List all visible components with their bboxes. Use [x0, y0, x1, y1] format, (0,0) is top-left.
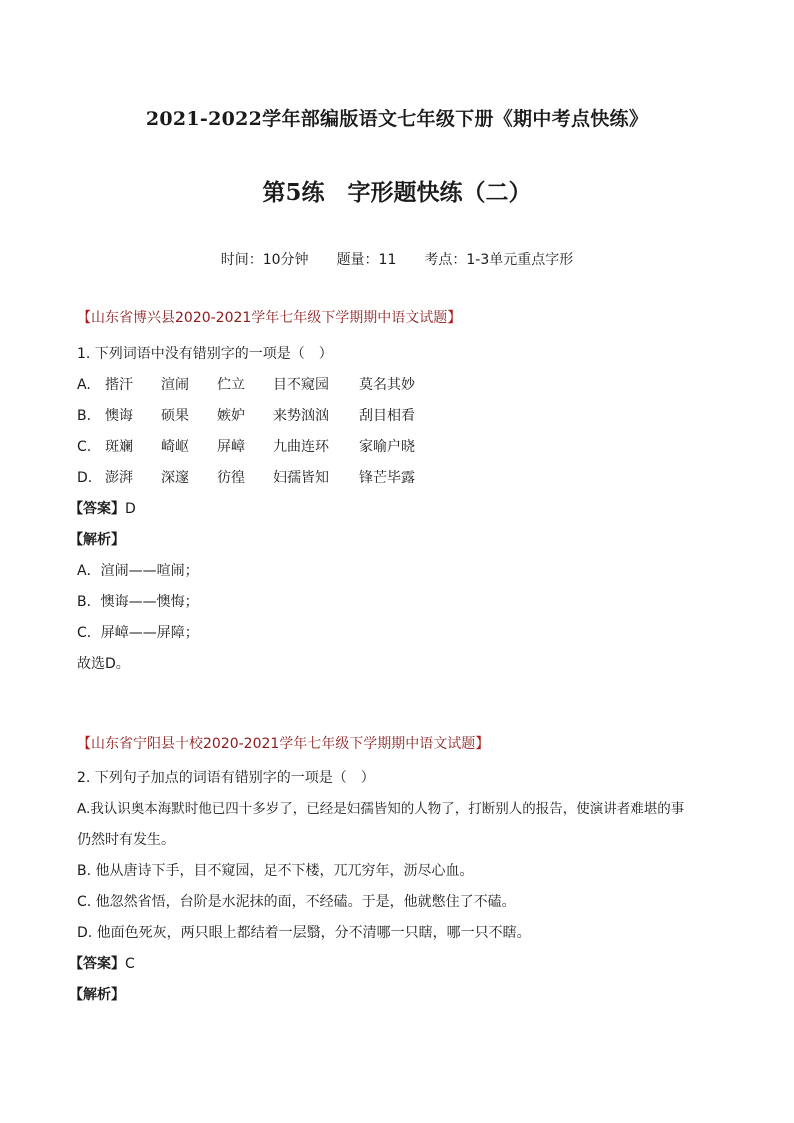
- question-2-option-d: D. 他面色死灰，两只眼上都结着一层翳，分不清哪一只瞎，哪一只不瞎。: [77, 925, 531, 941]
- meta-time: 时间：10分钟: [220, 252, 309, 268]
- question-2-answer: 【答案】C: [69, 956, 135, 972]
- question-1-option-c: C. 斑斓 崎岖 屏嶂 九曲连环 家喻户晓: [77, 439, 415, 455]
- question-2-option-b: B. 他从唐诗下手，目不窥园，足不下楼，兀兀穷年，沥尽心血。: [77, 863, 474, 879]
- question-1-source: 【山东省博兴县2020-2021学年七年级下学期期中语文试题】: [77, 310, 462, 326]
- document-title: 2021-2022学年部编版语文七年级下册《期中考点快练》: [145, 108, 649, 130]
- question-1: [69, 303, 717, 680]
- question-1-option-a: A. 揩汗 渲闹 伫立 目不窥园 莫名其妙: [77, 377, 415, 393]
- question-1-stem: 1. 下列词语中没有错别字的一项是（ ）: [77, 346, 333, 362]
- meta-count: 题量：11: [336, 252, 397, 268]
- meta-points: 考点：1-3单元重点字形: [424, 252, 574, 268]
- analysis-line: C．屏嶂——屏障；: [77, 625, 199, 641]
- analysis-line: 故选D。: [77, 656, 130, 672]
- question-1-option-b: B. 懊诲 硕果 嫉妒 来势汹汹 刮目相看: [77, 408, 415, 424]
- document-subtitle: 第5练 字形题快练（二）: [262, 179, 532, 206]
- analysis-line: A．渲闹——喧闹；: [77, 563, 199, 579]
- question-1-analysis-label: 【解析】: [69, 532, 125, 548]
- question-2: [69, 729, 717, 1011]
- question-2-option-a-cont: 仍然时有发生。: [77, 832, 175, 848]
- analysis-line: B．懊诲——懊悔；: [77, 594, 199, 610]
- question-1-answer: 【答案】D: [69, 501, 136, 517]
- question-2-stem: 2. 下列句子加点的词语有错别字的一项是（ ）: [77, 770, 375, 786]
- question-2-analysis-label: 【解析】: [69, 987, 125, 1003]
- question-1-option-d: D. 澎湃 深邃 彷徨 妇孺皆知 锋芒毕露: [77, 470, 415, 486]
- question-2-option-a: A.我认识奥本海默时他已四十多岁了，已经是妇孺皆知的人物了，打断别人的报告，使演讲者难堪的事: [77, 801, 685, 817]
- question-2-option-c: C. 他忽然省悟，台阶是水泥抹的面，不经磕。于是，他就憋住了不磕。: [77, 894, 516, 910]
- exercise-meta: [0, 249, 794, 269]
- question-2-source: 【山东省宁阳县十校2020-2021学年七年级下学期期中语文试题】: [77, 736, 490, 752]
